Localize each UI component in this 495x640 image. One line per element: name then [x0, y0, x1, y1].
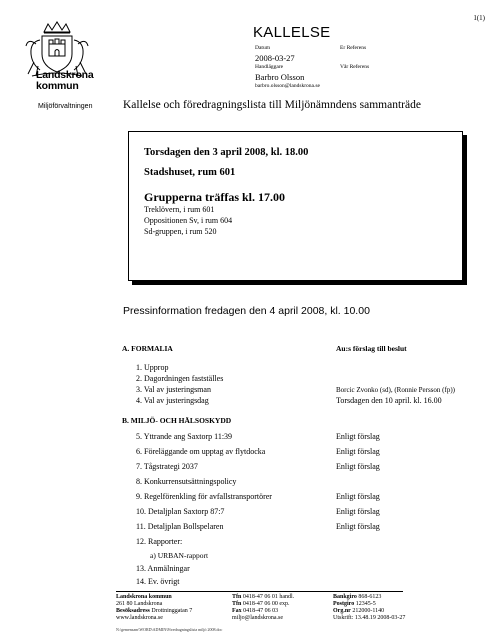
- agenda-item: 3. Val av justeringsman: [136, 385, 211, 394]
- footer-bankgiro-label: Bankgiro: [333, 594, 357, 600]
- footer-org-name: Landskrona kommun: [116, 594, 172, 600]
- agenda-decision: Enligt förslag: [336, 447, 380, 456]
- agenda-item: 6. Föreläggande om upptag av flytdocka: [136, 447, 266, 456]
- their-reference-label: Er Referens: [340, 45, 367, 51]
- date-value: 2008-03-27: [255, 53, 295, 63]
- footer-visit-value: Drottninggatan 7: [151, 608, 193, 614]
- section-b-heading: B. MILJÖ- OCH HÄLSOSKYDD: [122, 416, 232, 425]
- footer-fax-value: 0418-47 06 03: [243, 608, 279, 614]
- meeting-venue: Stadshuset, rum 601: [144, 167, 236, 178]
- org-name-line1: Landskrona: [36, 69, 94, 81]
- agenda-item: 12. Rapporter:: [136, 537, 183, 546]
- group-room-item: Oppositionen Sv, i rum 604: [144, 216, 233, 225]
- agenda-decision: Enligt förslag: [336, 462, 380, 471]
- footer-fax-label: Fax: [232, 608, 242, 614]
- meeting-datetime: Torsdagen den 3 april 2008, kl. 18.00: [144, 147, 309, 158]
- press-info: Pressinformation fredagen den 4 april 2008, kl. 10.00: [123, 305, 370, 317]
- file-path: N:\gemensam\WORD\ADMIN\Föredragningslista miljö 2008.doc: [116, 627, 223, 632]
- department-name: Miljöförvaltningen: [38, 103, 93, 110]
- footer-web: www.landskrona.se: [116, 615, 163, 621]
- agenda-item: 5. Yttrande ang Saxtorp 11:39: [136, 432, 233, 441]
- footer-printed: Utskrift: 13.48.19 2008-03-27: [333, 615, 406, 621]
- footer-tfn-label: Tfn: [232, 594, 242, 600]
- agenda-decision: Enligt förslag: [336, 522, 380, 531]
- footer-orgnr-label: Org.nr: [333, 608, 351, 614]
- footer-tfn2-value: 0418-47 06 00 exp.: [242, 601, 290, 607]
- org-name: [36, 70, 94, 92]
- agenda-item: 13. Anmälningar: [136, 564, 190, 573]
- group-room-item: Sd-gruppen, i rum 520: [144, 227, 217, 236]
- handler-email: barbro.olsson@landskrona.se: [255, 83, 320, 89]
- footer-col-3: [333, 594, 405, 622]
- footer-postal-address: 261 80 Landskrona: [116, 601, 163, 607]
- agenda-item: 10. Detaljplan Saxtorp 87:7: [136, 507, 225, 516]
- agenda-decision: Torsdagen den 10 april. kl. 16.00: [336, 396, 442, 405]
- footer-email: miljo@landskrona.se: [232, 615, 284, 621]
- agenda-decision: Enligt förslag: [336, 432, 380, 441]
- meeting-info-box: [128, 131, 463, 281]
- footer-postgiro-label: Postgiro: [333, 601, 355, 607]
- agenda-item: 4. Val av justeringsdag: [136, 396, 209, 405]
- footer-col-1: [116, 594, 192, 622]
- agenda-decision: Enligt förslag: [336, 507, 380, 516]
- page-number: 1(1): [473, 14, 485, 22]
- footer-bankgiro-value: 868-6123: [358, 594, 382, 600]
- footer-postgiro-value: 12345-5: [355, 601, 376, 607]
- footer-visit-label: Besöksadress: [116, 608, 150, 614]
- groups-heading: Grupperna träffas kl. 17.00: [144, 190, 285, 204]
- agenda-decision: Borcic Zvonko (sd), (Ronnie Persson (fp)): [336, 386, 455, 394]
- agenda-item: 2. Dagordningen fastställes: [136, 374, 224, 383]
- footer-orgnr-value: 212000-1140: [352, 608, 385, 614]
- agenda-subitem: a) URBAN-rapport: [150, 551, 209, 560]
- main-title: Kallelse och föredragningslista till Miljönämndens sammanträde: [123, 99, 421, 111]
- footer-divider: [116, 591, 403, 592]
- footer-tfn2-label: Tfn: [232, 601, 242, 607]
- document-title: KALLELSE: [253, 24, 331, 41]
- section-a-heading: A. FORMALIA: [122, 344, 173, 353]
- agenda-item: 1. Upprop: [136, 363, 169, 372]
- date-label: Datum: [255, 45, 270, 51]
- footer-tfn-value: 0418-47 06 01 handl.: [242, 594, 295, 600]
- decision-column-heading: Au:s förslag till beslut: [336, 344, 407, 353]
- agenda-item: 8. Konkurrensutsättningspolicy: [136, 477, 237, 486]
- handler-label: Handläggare: [255, 64, 284, 70]
- footer-col-2: [232, 594, 294, 622]
- agenda-item: 7. Tågstrategi 2037: [136, 462, 198, 471]
- agenda-item: 14. Ev. övrigt: [136, 577, 180, 586]
- group-room-item: Treklövern, i rum 601: [144, 205, 215, 214]
- handler-name: Barbro Olsson: [255, 72, 305, 82]
- agenda-item: 11. Detaljplan Bollspelaren: [136, 522, 224, 531]
- our-reference-label: Vår Referens: [340, 64, 370, 70]
- agenda-decision: Enligt förslag: [336, 492, 380, 501]
- org-name-line2: kommun: [36, 80, 79, 92]
- agenda-item: 9. Regelförenkling för avfallstransportörer: [136, 492, 272, 501]
